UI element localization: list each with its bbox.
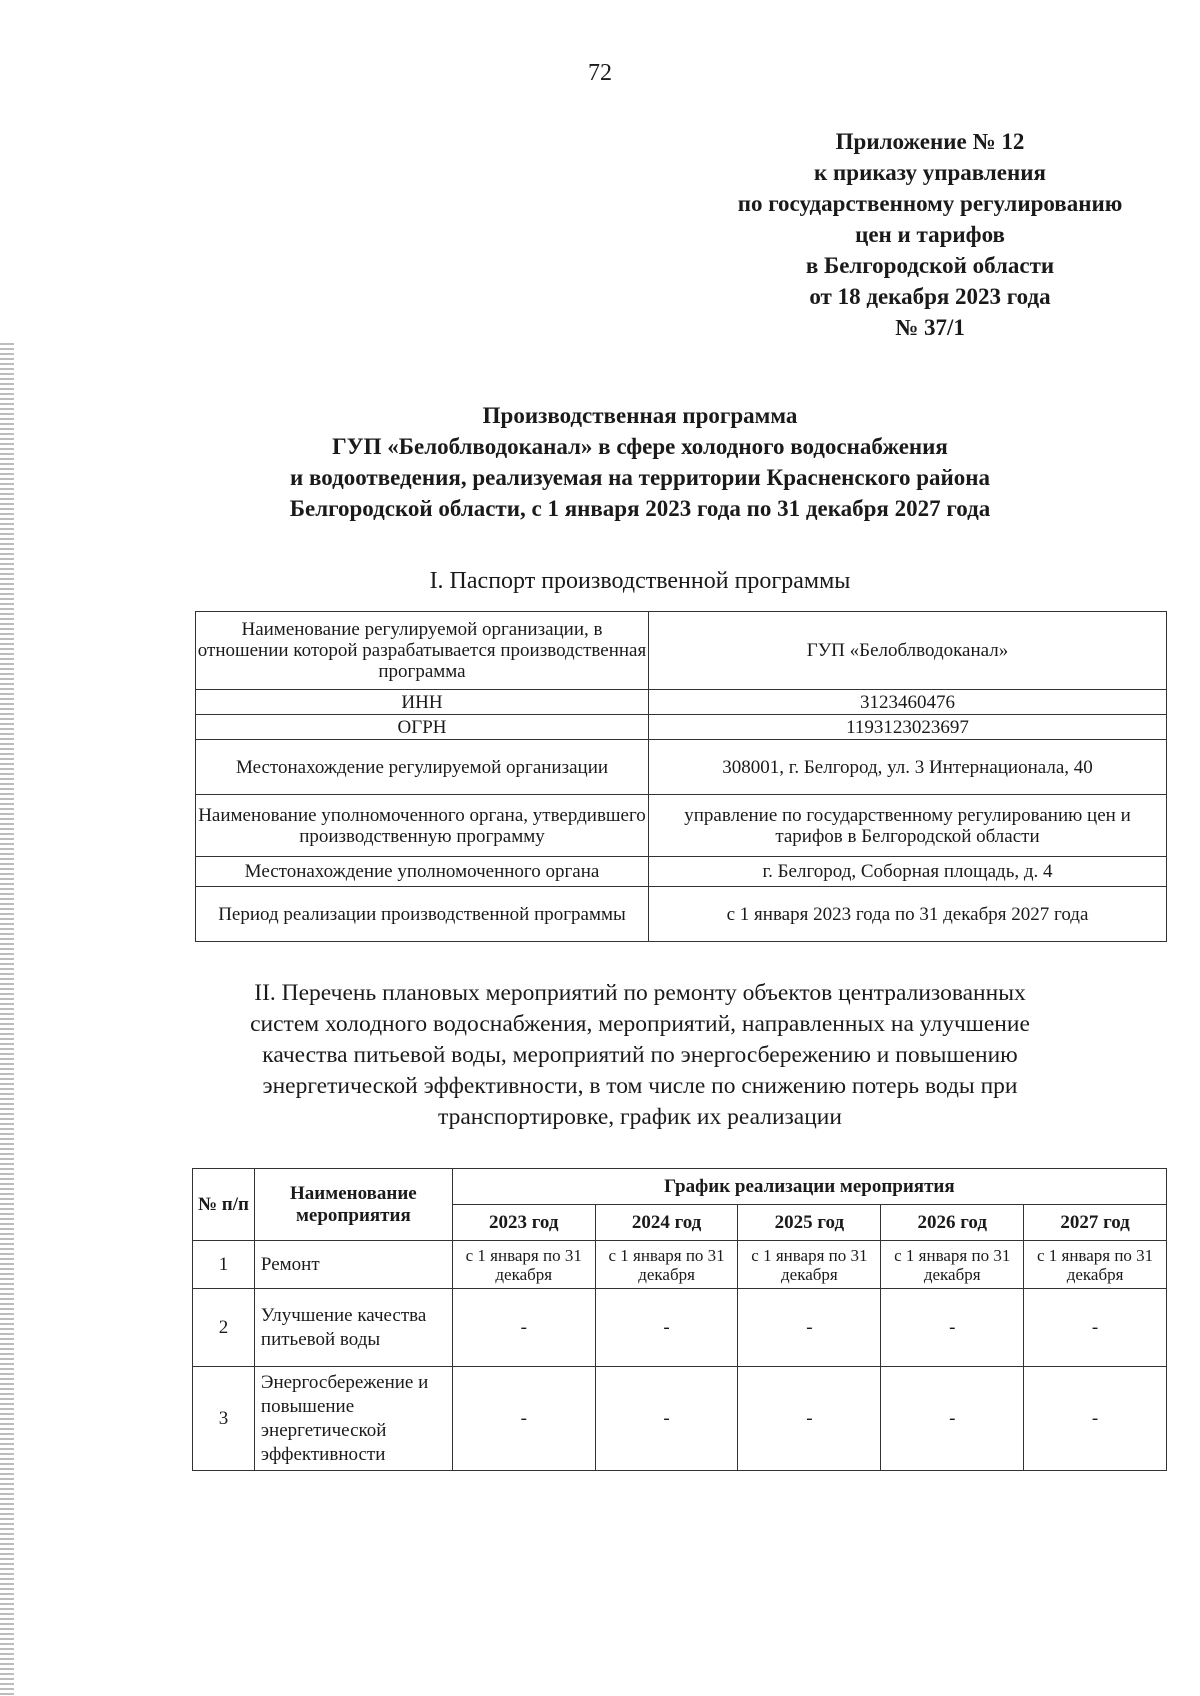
schedule-cell: с 1 января по 31 декабря: [595, 1241, 738, 1289]
table-row: [196, 740, 1167, 795]
approval-line: цен и тарифов: [855, 222, 1005, 247]
header-year: 2026 год: [881, 1205, 1024, 1241]
passport-value: 3123460476: [649, 690, 1167, 715]
header-name: Наименование мероприятия: [254, 1169, 452, 1241]
table-row: [193, 1241, 1167, 1289]
approval-line: к приказу управления: [814, 160, 1046, 185]
approval-line: от 18 декабря 2023 года: [809, 284, 1051, 309]
passport-label: Наименование регулируемой организации, в отношении которой разрабатывается производственная программа: [196, 612, 649, 690]
passport-value: 308001, г. Белгород, ул. 3 Интернационала, 40: [649, 740, 1167, 795]
approval-line: Приложение № 12: [835, 129, 1025, 154]
section2-title-line: энергетической эффективности, в том числе по снижению потерь воды при: [262, 1073, 1018, 1099]
header-year: 2027 год: [1024, 1205, 1167, 1241]
approval-line: по государственному регулированию: [737, 191, 1123, 216]
header-num: № п/п: [193, 1169, 255, 1241]
passport-value: с 1 января 2023 года по 31 декабря 2027 года: [649, 887, 1167, 942]
schedule-cell: с 1 января по 31 декабря: [452, 1241, 595, 1289]
schedule-cell: -: [595, 1289, 738, 1367]
table-row: [196, 612, 1167, 690]
passport-table: [195, 611, 1167, 942]
header-year: 2024 год: [595, 1205, 738, 1241]
passport-value: г. Белгород, Соборная площадь, д. 4: [649, 857, 1167, 887]
section2-title: [200, 978, 1080, 1133]
approval-line: в Белгородской области: [805, 253, 1055, 278]
section2-title-line: транспортировке, график их реализации: [438, 1104, 842, 1130]
schedule-cell: с 1 января по 31 декабря: [881, 1241, 1024, 1289]
row-name: Энергосбережение и повышение энергетической эффективности: [254, 1367, 452, 1471]
schedule-cell: -: [881, 1367, 1024, 1471]
scan-edge-mask: [0, 0, 14, 340]
row-num: 1: [193, 1241, 255, 1289]
passport-value: управление по государственному регулированию цен и тарифов в Белгородской области: [649, 795, 1167, 857]
passport-label: ОГРН: [196, 715, 649, 740]
header-schedule: График реализации мероприятия: [452, 1169, 1166, 1205]
header-year: 2023 год: [452, 1205, 595, 1241]
passport-label: ИНН: [196, 690, 649, 715]
schedule-cell: -: [595, 1367, 738, 1471]
passport-value: ГУП «Белоблводоканал»: [649, 612, 1167, 690]
passport-label: Местонахождение уполномоченного органа: [196, 857, 649, 887]
section2-title-line: II. Перечень плановых мероприятий по ремонту объектов централизованных: [254, 980, 1026, 1006]
table-row: [196, 690, 1167, 715]
table-row: [196, 795, 1167, 857]
title-line: Производственная программа: [482, 403, 798, 428]
schedule-cell: -: [452, 1289, 595, 1367]
header-year: 2025 год: [738, 1205, 881, 1241]
passport-label: Период реализации производственной программы: [196, 887, 649, 942]
table-row: [193, 1367, 1167, 1471]
table-row: [193, 1289, 1167, 1367]
table-row: [196, 857, 1167, 887]
section1-title: I. Паспорт производственной программы: [429, 568, 851, 594]
page-number: 72: [588, 60, 612, 86]
schedule-cell: -: [1024, 1367, 1167, 1471]
schedule-cell: -: [881, 1289, 1024, 1367]
schedule-cell: с 1 января по 31 декабря: [1024, 1241, 1167, 1289]
title-line: и водоотведения, реализуемая на территории Красненского района: [289, 465, 991, 490]
schedule-cell: с 1 января по 31 декабря: [738, 1241, 881, 1289]
schedule-cell: -: [738, 1289, 881, 1367]
schedule-cell: -: [738, 1367, 881, 1471]
row-name: Ремонт: [254, 1241, 452, 1289]
approval-block: [680, 126, 1180, 343]
schedule-cell: -: [452, 1367, 595, 1471]
table-row: [196, 887, 1167, 942]
passport-label: Местонахождение регулируемой организации: [196, 740, 649, 795]
passport-value: 1193123023697: [649, 715, 1167, 740]
section2-title-line: качества питьевой воды, мероприятий по энергосбережению и повышению: [262, 1042, 1018, 1068]
program-title: [200, 400, 1080, 524]
passport-label: Наименование уполномоченного органа, утвердившего производственную программу: [196, 795, 649, 857]
row-num: 2: [193, 1289, 255, 1367]
row-num: 3: [193, 1367, 255, 1471]
header-row: [193, 1169, 1167, 1205]
row-name: Улучшение качества питьевой воды: [254, 1289, 452, 1367]
approval-line: № 37/1: [895, 315, 965, 340]
title-line: ГУП «Белоблводоканал» в сфере холодного водоснабжения: [332, 434, 948, 459]
title-line: Белгородской области, с 1 января 2023 года по 31 декабря 2027 года: [289, 496, 991, 521]
events-table: [192, 1168, 1167, 1471]
section2-title-line: систем холодного водоснабжения, мероприятий, направленных на улучшение: [250, 1011, 1030, 1037]
table-row: [196, 715, 1167, 740]
schedule-cell: -: [1024, 1289, 1167, 1367]
